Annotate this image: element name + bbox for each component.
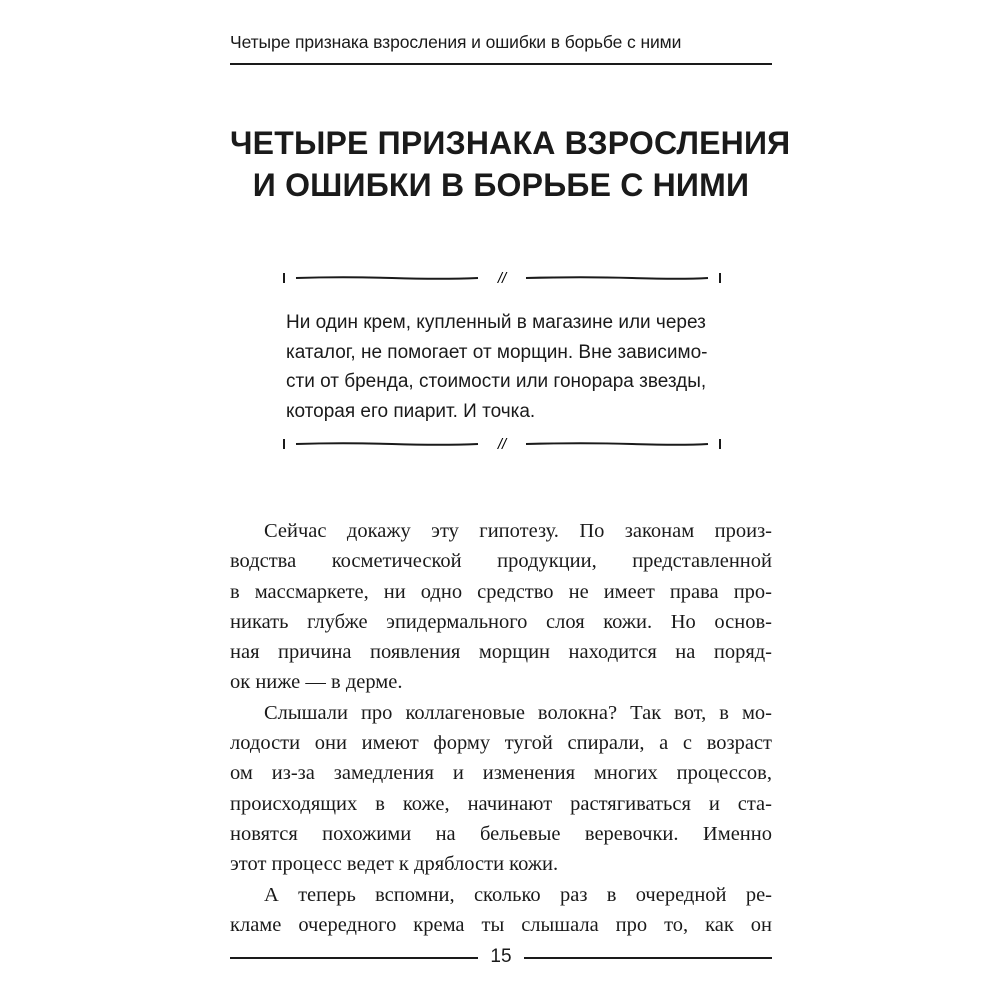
ornament-divider-top-graphic	[282, 270, 722, 286]
paragraph-line: ом из-за замедления и изменения многих процессов,	[230, 762, 772, 785]
paragraph-line: никать глубже эпидермального слоя кожи. Но основ-	[230, 610, 772, 633]
ornament-mark: //	[497, 270, 507, 286]
paragraph-line: ная причина появления морщин находится на поряд-	[230, 641, 772, 664]
paragraph-line: лодости они имеют форму тугой спирали, а с возраст	[230, 732, 772, 755]
paragraph-line: новятся похожими на бельевые веревочки. Именно	[230, 822, 772, 845]
epigraph-line: сти от бренда, стоимости или гонорара звезды,	[286, 371, 707, 392]
paragraph-line: водства косметической продукции, представленной	[230, 550, 772, 573]
page-number: 15	[490, 946, 512, 967]
epigraph-line: Ни один крем, купленный в магазине или через	[286, 312, 706, 333]
ornament-divider-bottom-graphic	[282, 436, 722, 452]
chapter-title	[230, 122, 791, 206]
paragraph-line: Слышали про коллагеновые волокна? Так вот, в мо-	[264, 701, 772, 724]
page-footer	[230, 944, 772, 970]
paragraph-line: этот процесс ведет к дряблости кожи.	[230, 853, 559, 876]
ornament-mark: //	[497, 436, 507, 452]
paragraph-line: ок ниже — в дерме.	[230, 671, 403, 694]
paragraph-line: происходящих в коже, начинают растягиваться и ста-	[230, 792, 772, 815]
epigraph-line: каталог, не помогает от морщин. Вне зависимо-	[286, 341, 708, 363]
running-head: Четыре признака взросления и ошибки в борьбе с ними	[230, 32, 682, 52]
paragraph-line: в массмаркете, ни одно средство не имеет права про-	[230, 580, 772, 603]
chapter-title-line-2: И ОШИБКИ В БОРЬБЕ С НИМИ	[252, 167, 750, 203]
body-text	[230, 516, 772, 940]
epigraph	[286, 308, 722, 426]
chapter-title-line-1: ЧЕТЫРЕ ПРИЗНАКА ВЗРОСЛЕНИЯ	[230, 125, 791, 161]
epigraph-line: которая его пиарит. И точка.	[286, 400, 536, 422]
footer-rule-right	[524, 957, 772, 959]
ornament-divider-top	[282, 270, 722, 286]
paragraph-line: Сейчас докажу эту гипотезу. По законам произ-	[264, 520, 772, 542]
header-rule	[230, 63, 772, 65]
paragraph-line: А теперь вспомни, сколько раз в очередной ре-	[264, 883, 772, 906]
paragraph-line: кламе очередного крема ты слышала про то, как он	[230, 913, 772, 936]
ornament-divider-bottom	[282, 436, 722, 452]
